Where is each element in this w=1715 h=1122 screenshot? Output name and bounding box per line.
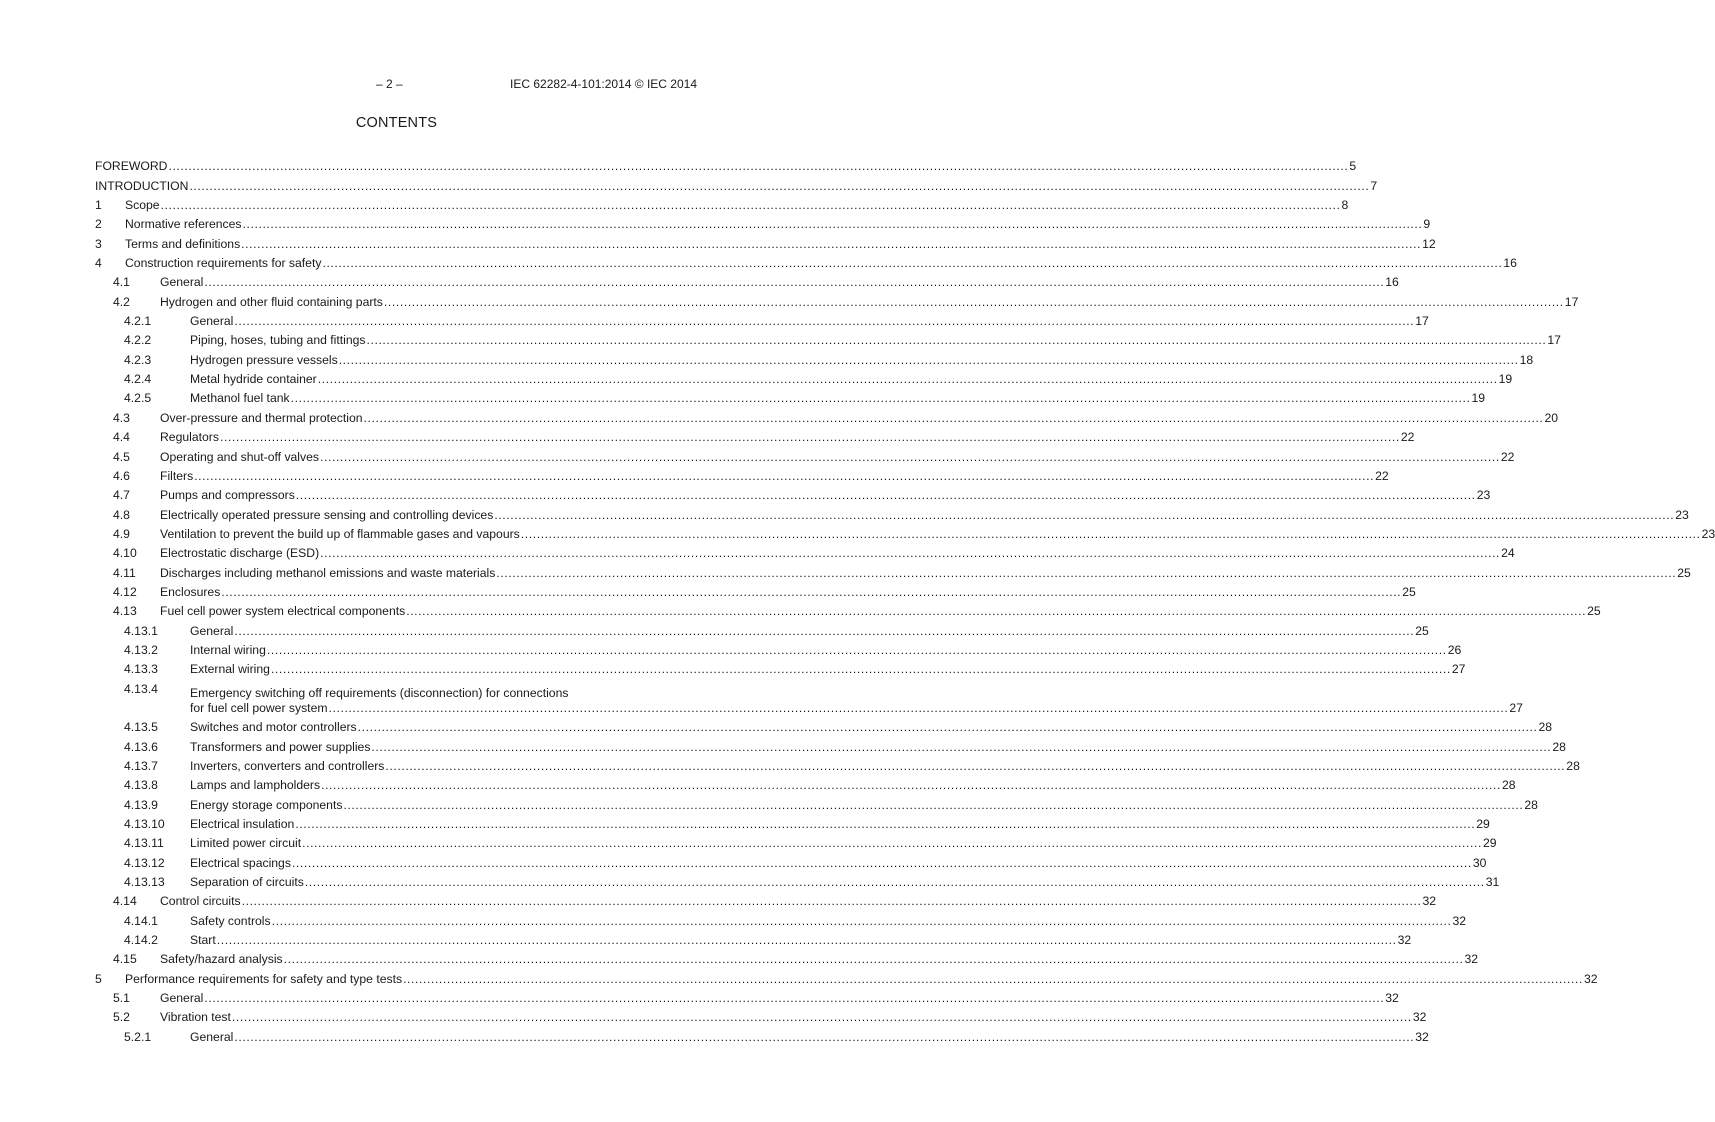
toc-entry-number: 4.14.1 bbox=[124, 913, 158, 928]
toc-entry[interactable] bbox=[95, 196, 1349, 215]
dot-leader bbox=[234, 624, 1414, 639]
toc-entry-title: Internal wiring bbox=[190, 642, 266, 657]
toc-entry[interactable] bbox=[95, 525, 1715, 544]
toc-entry-title: Electrical spacings bbox=[190, 855, 291, 870]
toc-entry-title: Separation of circuits bbox=[190, 875, 304, 890]
dot-leader bbox=[302, 836, 1482, 851]
toc-entry-title: Electrostatic discharge (ESD) bbox=[160, 546, 320, 561]
toc-entry-number: 4.5 bbox=[113, 449, 130, 464]
toc-entry-number: 4.13.7 bbox=[124, 759, 158, 773]
toc-entry[interactable] bbox=[95, 641, 1462, 660]
toc-entry[interactable] bbox=[95, 505, 1689, 524]
toc-entry-page: 28 bbox=[1524, 797, 1538, 812]
toc-entry[interactable] bbox=[95, 1027, 1429, 1046]
toc-entry-title: Transformers and power supplies bbox=[190, 739, 371, 754]
toc-entry[interactable] bbox=[95, 737, 1566, 756]
toc-entry-page: 31 bbox=[1485, 875, 1500, 890]
toc-entry-page: 19 bbox=[1471, 391, 1486, 406]
toc-entry-title: Fuel cell power system electrical components bbox=[160, 604, 406, 619]
toc-entry[interactable] bbox=[95, 331, 1561, 350]
toc-entry[interactable] bbox=[95, 486, 1491, 505]
toc-entry-number: 3 bbox=[95, 236, 102, 251]
toc-entry-title: Hydrogen and other fluid containing parts bbox=[160, 294, 383, 309]
toc-entry-number: 4.12 bbox=[113, 584, 137, 599]
toc-entry-page: 12 bbox=[1422, 236, 1436, 251]
page-number: – 2 – bbox=[376, 77, 403, 91]
toc-entry-page: 32 bbox=[1422, 894, 1437, 909]
toc-entry-page: 28 bbox=[1566, 759, 1580, 773]
standard-reference: IEC 62282-4-101:2014 © IEC 2014 bbox=[510, 77, 697, 91]
dot-leader bbox=[241, 237, 1421, 252]
toc-entry[interactable] bbox=[95, 408, 1558, 427]
toc-entry-title: Vibration test bbox=[160, 1010, 231, 1025]
toc-entry-title: Metal hydride container bbox=[190, 372, 317, 387]
toc-entry-number: 4.4 bbox=[113, 430, 130, 445]
toc-entry[interactable] bbox=[95, 950, 1479, 969]
toc-entry-number: 4.2.5 bbox=[124, 391, 152, 406]
toc-entry-page: 16 bbox=[1385, 275, 1399, 290]
toc-entry-title: General bbox=[190, 1029, 234, 1044]
toc-entry-page: 17 bbox=[1415, 314, 1429, 329]
dot-leader bbox=[521, 527, 1701, 542]
toc-entry[interactable] bbox=[95, 273, 1399, 292]
toc-entry-number: 5.1 bbox=[113, 991, 130, 1006]
toc-entry-title: Filters bbox=[160, 468, 194, 483]
toc-entry[interactable] bbox=[95, 602, 1601, 621]
toc-entry-number: 4.2.2 bbox=[124, 333, 152, 348]
dot-leader bbox=[385, 759, 1565, 774]
dot-leader bbox=[321, 778, 1501, 793]
toc-entry-title: Start bbox=[190, 933, 216, 948]
dot-leader bbox=[364, 411, 1544, 426]
dot-leader bbox=[220, 430, 1400, 445]
toc-entry-page: 24 bbox=[1501, 546, 1515, 561]
dot-leader bbox=[272, 914, 1452, 929]
dot-leader bbox=[496, 566, 1676, 581]
toc-entry-number: 4.13.1 bbox=[124, 623, 158, 638]
toc-entry-title: Electrical insulation bbox=[190, 817, 295, 832]
toc-entry[interactable] bbox=[95, 892, 1437, 911]
toc-entry-number: 4.13.10 bbox=[124, 817, 165, 832]
toc-entry-title: Energy storage components bbox=[190, 797, 343, 812]
toc-entry-title-continued: for fuel cell power system bbox=[190, 700, 328, 715]
toc-entry[interactable] bbox=[95, 757, 1580, 776]
toc-entry-page: 32 bbox=[1452, 913, 1467, 928]
toc-entry-title: Lamps and lampholders bbox=[190, 778, 321, 793]
dot-leader bbox=[320, 450, 1500, 465]
toc-entry[interactable] bbox=[95, 621, 1429, 640]
toc-entry-page: 25 bbox=[1402, 584, 1416, 599]
toc-entry-number: 4.1 bbox=[113, 275, 130, 290]
toc-entry-page: 9 bbox=[1423, 217, 1431, 232]
toc-entry[interactable] bbox=[95, 544, 1515, 563]
toc-entry-number: 4.11 bbox=[113, 565, 136, 580]
dot-leader bbox=[329, 701, 1509, 716]
toc-entry[interactable] bbox=[95, 447, 1515, 466]
toc-entry-title: General bbox=[160, 991, 204, 1006]
dot-leader bbox=[366, 333, 1546, 348]
toc-entry-page: 20 bbox=[1544, 410, 1558, 425]
dot-leader bbox=[318, 372, 1498, 387]
toc-entry-page: 29 bbox=[1476, 817, 1490, 832]
dot-leader bbox=[221, 585, 1401, 600]
dot-leader bbox=[234, 1030, 1414, 1045]
toc-entry-number: 5.2 bbox=[113, 1010, 130, 1025]
dot-leader bbox=[194, 469, 1374, 484]
toc-entry-number: 4.15 bbox=[113, 952, 137, 967]
dot-leader bbox=[320, 546, 1500, 561]
dot-leader bbox=[204, 991, 1384, 1006]
toc-entry-page: 17 bbox=[1547, 333, 1561, 348]
toc-entry[interactable] bbox=[95, 176, 1378, 195]
toc-entry-page: 28 bbox=[1501, 778, 1516, 793]
toc-entry-title: Over-pressure and thermal protection bbox=[160, 410, 363, 425]
dot-leader bbox=[406, 604, 1586, 619]
dot-leader bbox=[204, 275, 1384, 290]
dot-leader bbox=[217, 933, 1397, 948]
toc-entry-number: 4.13.12 bbox=[124, 855, 165, 870]
toc-entry[interactable] bbox=[95, 157, 1357, 176]
dot-leader bbox=[271, 662, 1451, 677]
toc-entry-page: 32 bbox=[1385, 991, 1399, 1006]
toc-entry-number: 4.2 bbox=[113, 294, 130, 309]
dot-leader bbox=[343, 798, 1523, 813]
toc-entry-page: 22 bbox=[1375, 468, 1389, 483]
toc-entry[interactable] bbox=[95, 467, 1389, 486]
toc-entry-number: 4.2.1 bbox=[124, 314, 152, 329]
toc-entry-page: 23 bbox=[1701, 526, 1715, 541]
toc-entry[interactable] bbox=[95, 815, 1490, 834]
toc-entry-page: 25 bbox=[1677, 565, 1691, 580]
toc-entry-number: 4.14.2 bbox=[124, 933, 158, 948]
toc-entry-number: 4.13.2 bbox=[124, 642, 158, 657]
toc-entry[interactable] bbox=[95, 989, 1399, 1008]
toc-entry[interactable] bbox=[95, 795, 1538, 814]
toc-entry[interactable] bbox=[95, 1008, 1427, 1027]
toc-entry[interactable] bbox=[95, 776, 1516, 795]
dot-leader bbox=[242, 894, 1422, 909]
toc-entry-title: Regulators bbox=[160, 430, 219, 445]
toc-entry-page: 7 bbox=[1370, 178, 1378, 193]
toc-entry[interactable] bbox=[95, 234, 1436, 253]
toc-entry[interactable] bbox=[95, 873, 1500, 892]
toc-entry-page: 19 bbox=[1498, 372, 1513, 387]
toc-entry-title: General bbox=[160, 275, 204, 290]
toc-entry-title: FOREWORD bbox=[95, 159, 168, 174]
toc-entry-page: 22 bbox=[1500, 449, 1515, 464]
toc-entry-page: 32 bbox=[1583, 971, 1598, 986]
toc-entry[interactable] bbox=[95, 834, 1497, 853]
toc-entry-number: 4.8 bbox=[113, 507, 130, 522]
toc-entry-page: 32 bbox=[1415, 1029, 1429, 1044]
toc-entry-number: 4.13.5 bbox=[124, 720, 158, 735]
toc-entry[interactable] bbox=[95, 969, 1598, 988]
dot-leader bbox=[494, 508, 1674, 523]
toc-entry-page: 32 bbox=[1412, 1010, 1427, 1025]
dot-leader bbox=[243, 217, 1423, 232]
dot-leader bbox=[161, 198, 1341, 213]
toc-entry-page: 22 bbox=[1400, 430, 1415, 445]
toc-entry[interactable] bbox=[95, 583, 1416, 602]
toc-entry-number: 5.2.1 bbox=[124, 1029, 152, 1044]
toc-entry-number: 4.13.6 bbox=[124, 739, 158, 754]
page-header bbox=[0, 77, 793, 93]
toc-entry-title: Discharges including methanol emissions and waste materials bbox=[160, 565, 496, 580]
toc-entry-title: Limited power circuit bbox=[190, 836, 302, 851]
dot-leader bbox=[168, 159, 1348, 174]
toc-entry-number: 4.2.3 bbox=[124, 352, 152, 367]
toc-entry[interactable] bbox=[95, 660, 1466, 679]
toc-entry-page: 16 bbox=[1503, 256, 1517, 271]
toc-entry-number: 4.7 bbox=[113, 488, 130, 503]
toc-title: CONTENTS bbox=[355, 115, 438, 131]
toc-entry-page: 23 bbox=[1675, 507, 1689, 522]
toc-entry-page: 25 bbox=[1415, 623, 1429, 638]
toc-entry-title: Emergency switching off requirements (disconnection) for connections bbox=[190, 685, 569, 700]
toc-entry[interactable] bbox=[95, 563, 1691, 582]
toc-entry[interactable] bbox=[95, 428, 1415, 447]
toc-entry-title: Safety/hazard analysis bbox=[160, 952, 283, 967]
toc-entry-page: 8 bbox=[1341, 198, 1349, 213]
toc-entry-page: 29 bbox=[1482, 836, 1497, 851]
toc-entry[interactable] bbox=[95, 215, 1431, 234]
toc-entry[interactable] bbox=[95, 679, 1523, 718]
toc-entry-number: 2 bbox=[95, 217, 102, 232]
toc-entry-title: General bbox=[190, 623, 234, 638]
toc-entry-title: Normative references bbox=[125, 217, 242, 232]
toc-entry-page: 26 bbox=[1447, 642, 1462, 657]
dot-leader bbox=[358, 720, 1538, 735]
toc-entry-title: Safety controls bbox=[190, 913, 271, 928]
toc-entry-title: Pumps and compressors bbox=[160, 488, 295, 503]
toc-entry-number: 4.14 bbox=[113, 894, 137, 909]
toc-entry-title: Switches and motor controllers bbox=[190, 720, 357, 735]
dot-leader bbox=[403, 972, 1583, 987]
toc-entry-page: 30 bbox=[1472, 855, 1487, 870]
toc-entry-page: 28 bbox=[1538, 720, 1553, 735]
toc-entry-number: 4.13.4 bbox=[124, 681, 158, 696]
toc-entry-title: Performance requirements for safety and type tests bbox=[125, 971, 403, 986]
dot-leader bbox=[189, 179, 1369, 194]
toc-entry-page: 18 bbox=[1519, 352, 1534, 367]
dot-leader bbox=[322, 256, 1502, 271]
toc-entry[interactable] bbox=[95, 292, 1579, 311]
dot-leader bbox=[339, 353, 1519, 368]
dot-leader bbox=[234, 314, 1414, 329]
toc-entry-page: 17 bbox=[1564, 294, 1579, 309]
toc-entry[interactable] bbox=[95, 350, 1534, 369]
dot-leader bbox=[232, 1010, 1412, 1025]
toc-entry-number: 4.13.8 bbox=[124, 778, 158, 793]
toc-entry-title: Methanol fuel tank bbox=[190, 391, 290, 406]
dot-leader bbox=[292, 856, 1472, 871]
toc-entry-title: Terms and definitions bbox=[125, 236, 241, 251]
toc-entry-number: 4.13.9 bbox=[124, 797, 158, 812]
dot-leader bbox=[291, 391, 1471, 406]
toc-entry-title: Piping, hoses, tubing and fittings bbox=[190, 333, 366, 348]
toc-entry-number: 4.3 bbox=[113, 410, 130, 425]
dot-leader bbox=[296, 488, 1476, 503]
toc-entry-title: Operating and shut-off valves bbox=[160, 449, 319, 464]
dot-leader bbox=[295, 817, 1475, 832]
toc-entry-title: Ventilation to prevent the build up of flammable gases and vapours bbox=[160, 526, 520, 541]
dot-leader bbox=[371, 740, 1551, 755]
toc-entry-number: 4.13.13 bbox=[124, 875, 165, 890]
table-of-contents bbox=[95, 157, 1715, 1047]
toc-entry-title: Construction requirements for safety bbox=[125, 256, 322, 271]
toc-entry-title: Control circuits bbox=[160, 894, 241, 909]
toc-entry-number: 4.6 bbox=[113, 468, 130, 483]
toc-entry-title: Hydrogen pressure vessels bbox=[190, 352, 338, 367]
toc-entry-number: 5 bbox=[95, 971, 102, 986]
toc-entry-number: 4.13.11 bbox=[124, 836, 164, 851]
toc-entry-number: 1 bbox=[95, 198, 102, 213]
toc-entry-page: 28 bbox=[1552, 739, 1566, 754]
toc-entry-page: 5 bbox=[1349, 159, 1357, 174]
dot-leader bbox=[384, 295, 1564, 310]
toc-entry[interactable] bbox=[95, 312, 1429, 331]
toc-entry-page: 27 bbox=[1451, 662, 1466, 677]
toc-entry-title: Scope bbox=[125, 198, 160, 213]
toc-entry-number: 4 bbox=[95, 256, 102, 271]
toc-entry-page: 23 bbox=[1476, 488, 1491, 503]
dot-leader bbox=[305, 875, 1485, 890]
toc-entry[interactable] bbox=[95, 931, 1412, 950]
toc-entry[interactable] bbox=[95, 853, 1487, 872]
dot-leader bbox=[267, 643, 1447, 658]
toc-entry-page: 32 bbox=[1397, 933, 1412, 948]
toc-entry-title: External wiring bbox=[190, 662, 270, 677]
toc-entry-title: Electrically operated pressure sensing and controlling devices bbox=[160, 507, 494, 522]
toc-entry-number: 4.10 bbox=[113, 546, 137, 561]
toc-entry-title: Enclosures bbox=[160, 584, 221, 599]
toc-entry-number: 4.13 bbox=[113, 604, 137, 619]
toc-entry-number: 4.9 bbox=[113, 526, 130, 541]
toc-entry-title: INTRODUCTION bbox=[95, 178, 189, 193]
dot-leader bbox=[284, 952, 1464, 967]
toc-entry[interactable] bbox=[95, 254, 1517, 273]
toc-entry-number: 4.2.4 bbox=[124, 372, 152, 387]
toc-entry-number: 4.13.3 bbox=[124, 662, 158, 677]
toc-entry-page: 27 bbox=[1509, 700, 1523, 715]
toc-entry[interactable] bbox=[95, 718, 1553, 737]
toc-entry-page: 32 bbox=[1464, 952, 1479, 967]
toc-entry-title: General bbox=[190, 314, 234, 329]
toc-entry[interactable] bbox=[95, 389, 1486, 408]
toc-entry-page: 25 bbox=[1587, 604, 1601, 619]
toc-entry-title: Inverters, converters and controllers bbox=[190, 759, 385, 773]
toc-entry[interactable] bbox=[95, 370, 1513, 389]
toc-entry[interactable] bbox=[95, 911, 1467, 930]
